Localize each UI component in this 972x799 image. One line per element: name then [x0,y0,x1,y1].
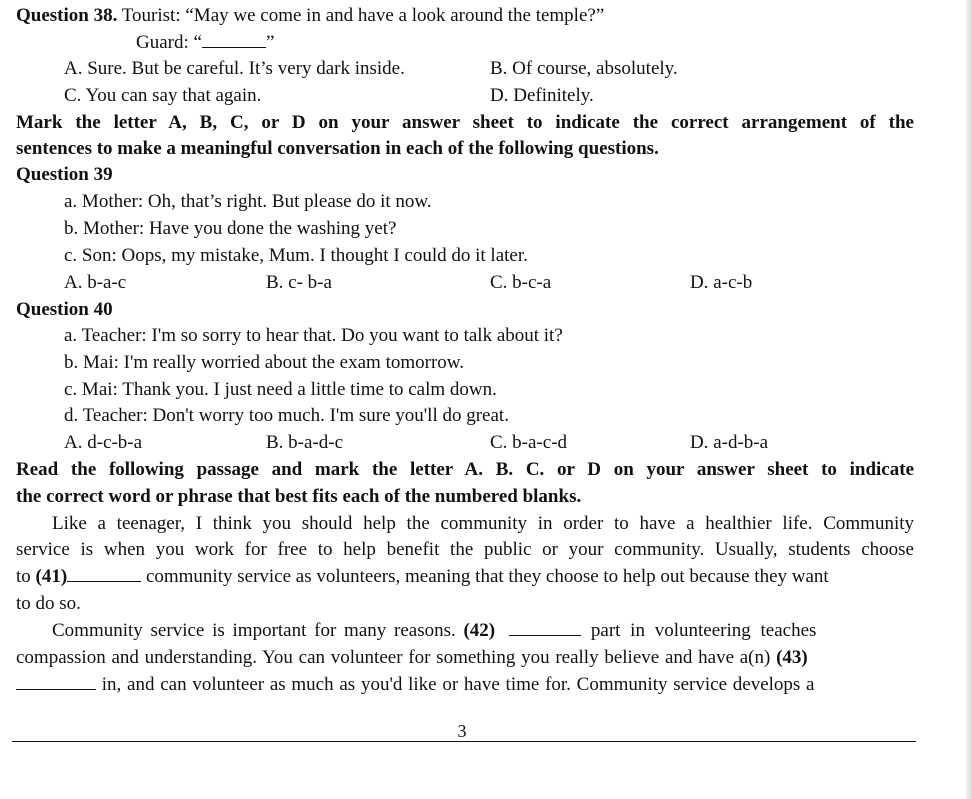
passage-instruction-line2: the correct word or phrase that best fits each of the numbered blanks. [16,486,582,507]
q39-option-b: B. c- b-a [266,272,332,293]
q38-option-d: D. Definitely. [490,85,594,106]
q40-title: Question 40 [16,299,113,320]
blank-41-number: (41) [35,566,68,587]
q39-line-c: c. Son: Oops, my mistake, Mum. I thought I could do it later. [64,245,528,266]
blank-41 [67,565,141,582]
passage-p2-line1-end: part in volunteering teaches [581,620,817,641]
q38-option-a: A. Sure. But be careful. It’s very dark inside. [64,58,405,79]
blank-43-number: (43) [776,647,808,668]
q40-option-a: A. d-c-b-a [64,432,143,453]
passage-p2-line2 [16,646,914,670]
q39-option-d: D. a-c-b [690,272,753,293]
q38-title: Question 38. [16,5,118,26]
blank-43 [16,673,96,690]
q38-answer-blank [202,31,266,48]
q39-line-b: b. Mother: Have you done the washing yet? [64,218,397,239]
arrangement-instruction-line2: sentences to make a meaningful conversation in each of the following questions. [16,138,659,159]
passage-p1-line4: to do so. [16,593,81,614]
scan-edge-shadow [966,0,972,799]
q40-option-c: C. b-a-c-d [490,432,568,453]
passage-p1-line3 [16,565,829,589]
passage-instruction-line1: Read the following passage and mark the letter A. B. C. or D on your answer sheet to indicate [16,459,914,480]
passage-p1-line3-start: to [16,566,36,587]
passage-p2-line1-start: Community service is important for many reasons. [52,620,464,641]
q38-guard-label: Guard: “ [136,32,202,53]
passage-p2-line3-text: in, and can volunteer as much as you'd like or have time for. Community service develops a [96,674,815,695]
q38-guard-close: ” [265,32,275,53]
q40-option-d: D. a-d-b-a [690,432,769,453]
blank-42-number: (42) [463,620,496,641]
q40-line-d: d. Teacher: Don't worry too much. I'm sure you'll do great. [64,405,509,426]
q38-guard-line [136,31,274,55]
q39-line-a: a. Mother: Oh, that’s right. But please do it now. [64,191,432,212]
q39-title: Question 39 [16,164,113,185]
passage-p1-line1: Like a teenager, I think you should help the community in order to have a healthier life. Community [52,513,914,534]
q38-tourist-line: Tourist: “May we come in and have a look around the temple?” [121,5,605,26]
passage-p2-line1 [52,619,914,643]
q38-option-b: B. Of course, absolutely. [490,58,678,79]
q40-line-a: a. Teacher: I'm so sorry to hear that. Do you want to talk about it? [64,325,563,346]
arrangement-instruction-line1: Mark the letter A, B, C, or D on your answer sheet to indicate the correct arrangement of the [16,112,914,133]
page-number: 3 [457,721,467,741]
q39-option-a: A. b-a-c [64,272,127,293]
passage-p1-line3-end: community service as volunteers, meaning that they choose to help out because they want [141,566,829,587]
q38-option-c: C. You can say that again. [64,85,262,106]
q40-option-b: B. b-a-d-c [266,432,344,453]
q39-option-c: C. b-c-a [490,272,552,293]
passage-p1-line2: service is when you work for free to help benefit the public or your community. Usually, students choose [16,539,914,560]
q40-line-c: c. Mai: Thank you. I just need a little time to calm down. [64,379,497,400]
blank-42 [509,619,581,636]
q38-prompt [16,4,604,28]
footer-divider [12,741,916,742]
passage-p2-line2-text: compassion and understanding. You can volunteer for something you really believe and have a(n) [16,647,777,668]
q40-line-b: b. Mai: I'm really worried about the exam tomorrow. [64,352,465,373]
passage-p2-line3 [16,673,914,697]
